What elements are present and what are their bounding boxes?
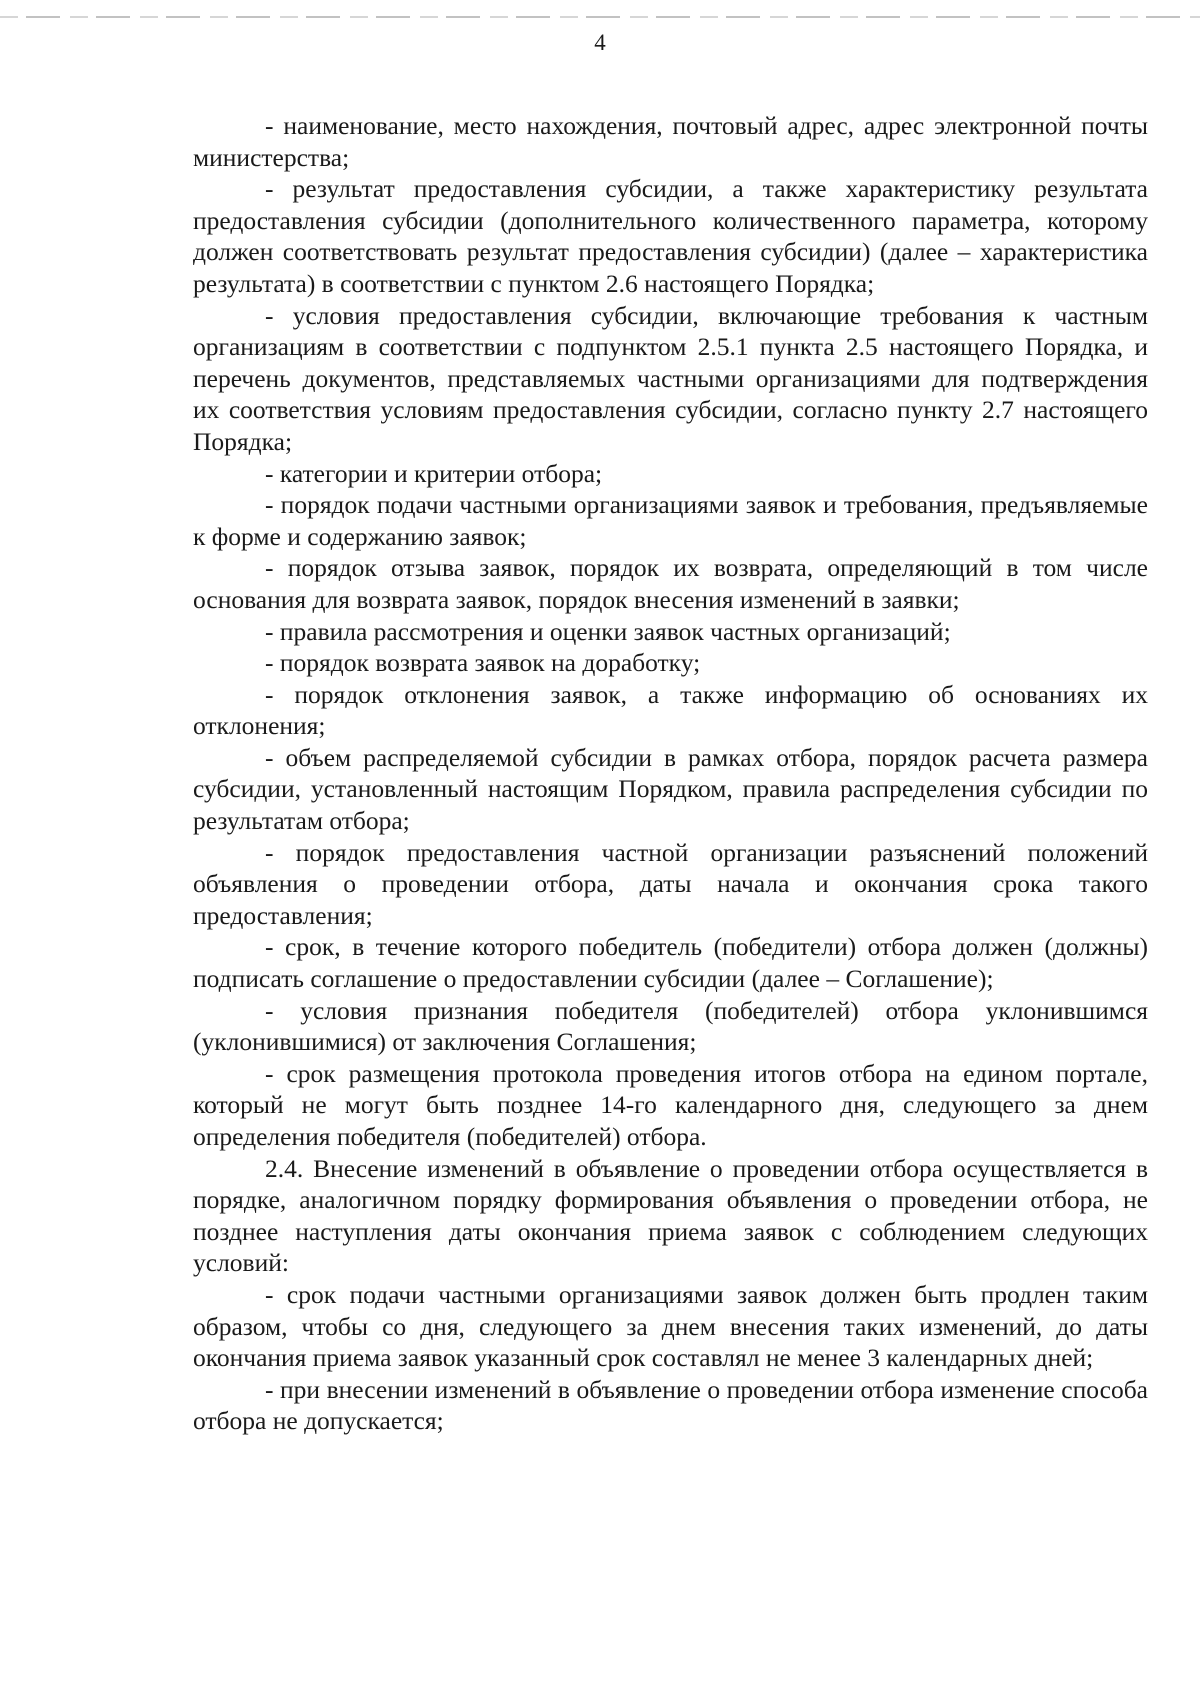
paragraph-application-submission: - порядок подачи частными организациями заявок и требования, предъявляемые к форме и содержанию заявок;: [193, 490, 1148, 551]
paragraph-clarifications: - порядок предоставления частной организации разъяснений положений объявления о проведении отбора, даты начала и окончания срока такого предоставления;: [193, 837, 1148, 930]
paragraph-evasion-conditions: - условия признания победителя (победителей) отбора уклонившимся (уклонившимися) от заключения Соглашения;: [193, 995, 1148, 1057]
paragraph-deadline-extension: - срок подачи частными организациями заявок должен быть продлен таким образом, чтобы со дня, следующего за днем внесения таких изменений, до даты окончания приема заявок указанный срок составлял не менее 3 календарных дней;: [193, 1279, 1148, 1373]
scan-edge-line: [0, 16, 1200, 18]
paragraph-section-2-4: 2.4. Внесение изменений в объявление о проведении отбора осуществляется в порядке, аналогичном порядку формирования объявления о проведении отбора, не позднее наступления даты окончания приема заявок с соблюдением следующих условий:: [193, 1153, 1148, 1278]
document-body: [193, 110, 1148, 1437]
paragraph-review-rules: - правила рассмотрения и оценки заявок частных организаций;: [265, 616, 951, 646]
paragraph-selection-criteria: - категории и критерии отбора;: [265, 458, 603, 488]
paragraph-subsidy-volume: - объем распределяемой субсидии в рамках отбора, порядок расчета размера субсидии, установленный настоящим Порядком, правила распределения субсидии по результатам отбора;: [193, 742, 1148, 836]
paragraph-return-for-revision: - порядок возврата заявок на доработку;: [265, 648, 701, 678]
paragraph-protocol-deadline: - срок размещения протокола проведения итогов отбора на едином портале, который не могут быть позднее 14-го календарного дня, следующего за днем определения победителя (победителей) отбора.: [193, 1058, 1148, 1151]
paragraph-subsidy-result: - результат предоставления субсидии, а также характеристику результата предоставления субсидии (дополнительного количественного параметра, которому должен соответствовать результат предоставления субсидии) (далее – характеристика результата) в соответствии с пунктом 2.6 настоящего Порядка;: [193, 174, 1148, 298]
paragraph-application-withdrawal: - порядок отзыва заявок, порядок их возврата, определяющий в том числе основания для возврата заявок, порядок внесения изменений в заявки;: [193, 553, 1148, 614]
paragraph-method-unchanged: - при внесении изменений в объявление о проведении отбора изменение способа отбора не допускается;: [193, 1374, 1148, 1436]
page-number: 4: [594, 30, 606, 55]
paragraph-rejection: - порядок отклонения заявок, а также информацию об основаниях их отклонения;: [193, 679, 1148, 741]
paragraph-subsidy-conditions: - условия предоставления субсидии, включающие требования к частным организациям в соответствии с подпунктом 2.5.1 пункта 2.5 настоящего Порядка, и перечень документов, представляемых частными организациями для подтверждения их соответствия условиям предоставления субсидии, согласно пункту 2.7 настоящего Порядка;: [193, 300, 1148, 456]
paragraph-agreement-deadline: - срок, в течение которого победитель (победители) отбора должен (должны) подписать соглашение о предоставлении субсидии (далее – Соглашение);: [193, 932, 1148, 994]
paragraph-ministry-details: - наименование, место нахождения, почтовый адрес, адрес электронной почты министерства;: [193, 111, 1148, 172]
